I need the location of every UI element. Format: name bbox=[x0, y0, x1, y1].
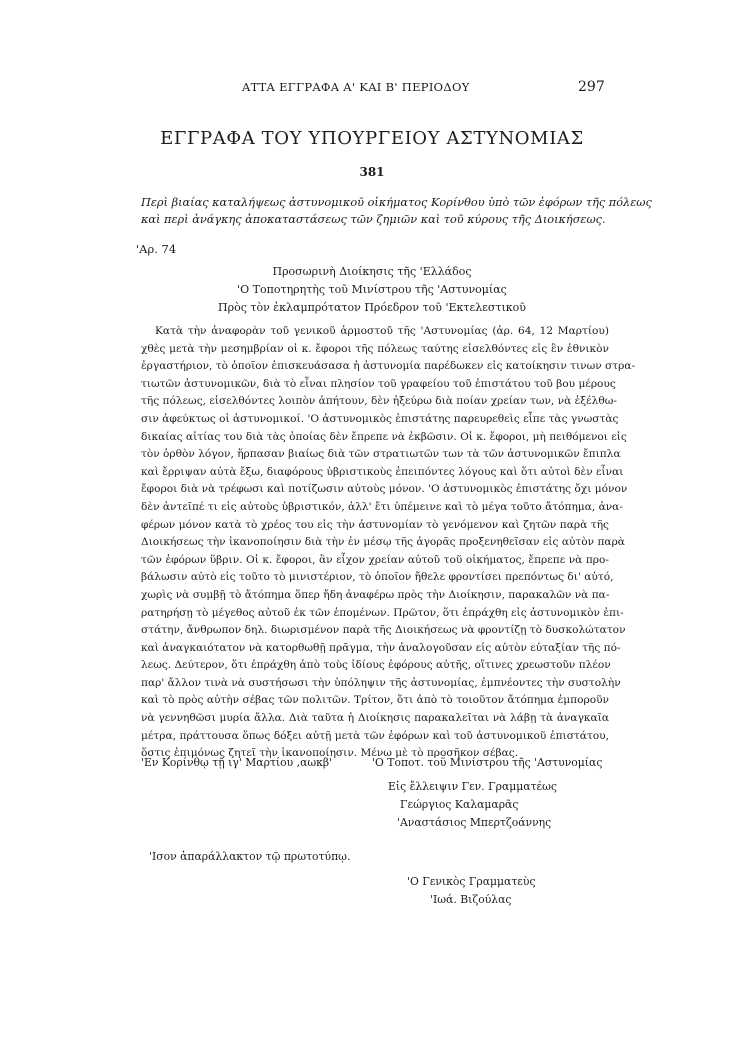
signatory-name: 'Αναστάσιος Μπερτζοάννης bbox=[397, 816, 552, 829]
body-line: καὶ ἔρριψαν αὐτὰ ἔξω, διαφόρους ὑβριστικοὺς ἐπειπόντες λόγους καὶ ὅτι αὐτοὶ δὲν εἶναι bbox=[141, 465, 624, 478]
deputy-secretary-note: Εἰς ἔλλειψιν Γεν. Γραμματέως bbox=[388, 780, 557, 793]
body-line: στάτην, ἄνθρωπον δηλ. διωρισμένον παρὰ τῆς Διοικήσεως νὰ φροντίζῃ τὸ δυσκολώτατον bbox=[141, 624, 626, 637]
body-line: νὰ γεννηθῶσι μυρία ἄλλα. Διὰ ταῦτα ἡ Διοίκησις παρακαλεῖται νὰ λάβῃ τὰ ἀναγκαῖα bbox=[141, 712, 609, 725]
sender-title: 'Ο Τοποτηρητὴς τοῦ Μινίστρου τῆς 'Αστυνομίας bbox=[237, 283, 507, 296]
body-line: δὲν ἀντεῖπέ τι εἰς αὐτοὺς ὑβριστικόν, ἀλλ' ἔτι ὑπέμεινε καὶ τὸ μέγα τοῦτο ἄτόπημα, ἀνα- bbox=[141, 500, 623, 513]
body-line: τῶν ἐφόρων ὕβριν. Οἱ κ. ἔφοροι, ἂν εἶχον χρείαν αὐτοῦ τοῦ οἰκήματος, ἔπρεπε νὰ προ- bbox=[141, 553, 609, 566]
sender-authority: Προσωρινὴ Διοίκησις τῆς 'Ελλάδος bbox=[272, 265, 472, 278]
running-title: ΑΤΤΑ ΕΓΓΡΑΦΑ Α' ΚΑΙ Β' ΠΕΡΙΟΔΟΥ bbox=[242, 80, 470, 94]
body-line: χωρὶς νὰ συμβῇ τὸ ἄτόπημα ὅπερ ἤδη ἀναφέρω πρὸς τὴν Διοίκησιν, παρακαλῶν νὰ πα- bbox=[141, 588, 610, 601]
body-line: τιωτῶν ἀστυνομικῶν, διὰ τὸ εἶναι πλησίον τοῦ γραφείου τοῦ ἐπιστάτου τοῦ βου μέρους bbox=[141, 377, 616, 390]
section-title: ΕΓΓΡΑΦΑ ΤΟΥ ΥΠΟΥΡΓΕΙΟΥ ΑΣΤΥΝΟΜΙΑΣ bbox=[160, 128, 584, 149]
body-line: Κατὰ τὴν ἀναφορὰν τοῦ γενικοῦ ἁρμοστοῦ τῆς 'Αστυνομίας (ἀρ. 64, 12 Μαρτίου) bbox=[155, 325, 609, 337]
recipient-line: Πρὸς τὸν ἐκλαμπρότατον Πρόεδρον τοῦ 'Εκτελεστικοῦ bbox=[218, 301, 526, 314]
date-place: 'Εν Κορίνθῳ τῇ ιγ' Μαρτίου ,αωκβ' bbox=[141, 756, 333, 769]
body-line: ὅστις ἐπιμόνως ζητεῖ τὴν ἱκανοποίησιν. Μένω μὲ τὸ προσῆκον σέβας. bbox=[141, 747, 519, 760]
body-line: ἔφοροι διὰ νὰ τρέφωσι καὶ ποτίζωσιν αὐτοὺς μόνον. 'Ο ἀστυνομικὸς ἐπιστάτης ὄχι μόνον bbox=[141, 483, 628, 496]
signatory-title: 'Ο Τοποτ. τοῦ Μινίστρου τῆς 'Αστυνομίας bbox=[372, 756, 603, 769]
subject-line: καὶ περὶ ἀνάγκης ἀποκαταστάσεως τῶν ζημιῶν καὶ τοῦ κύρους τῆς Διοικήσεως. bbox=[141, 213, 606, 226]
general-secretary-title: 'Ο Γενικὸς Γραμματεὺς bbox=[407, 875, 536, 888]
body-line: χθὲς μετὰ τὴν μεσημβρίαν οἱ κ. ἔφοροι τῆς πόλεως ταύτης εἰσελθόντες εἰς ἓν ἐθνικὸν bbox=[141, 342, 609, 355]
reference-number: 'Αρ. 74 bbox=[136, 242, 177, 256]
body-line: σιν ἀφεύκτως οἱ ἀστυνομικοί. 'Ο ἀστυνομικὸς ἐπιστάτης παρευρεθεὶς εἶπε τὰς γνωστὰς bbox=[141, 412, 619, 425]
body-line: Διοικήσεως τὴν ἱκανοποίησιν διὰ τὴν ἐν μέσῳ τῆς ἀγορᾶς προξενηθεῖσαν εἰς αὐτὸν παρὰ bbox=[141, 536, 625, 549]
body-line: ρατηρήσῃ τὸ μέγεθος αὐτοῦ ἐκ τῶν ἑπομένων. Πρῶτον, ὅτι ἐπράχθη εἰς ἀστυνομικὸν ἐπι- bbox=[141, 606, 624, 619]
copy-certification: 'Ισον ἀπαράλλακτον τῷ πρωτοτύπῳ. bbox=[149, 850, 351, 863]
body-line: λεως. Δεύτερον, ὅτι ἐπράχθη ἀπὸ τοὺς ἰδίους ἐφόρους αὐτῆς, οἵτινες χρεωστοῦν πλέον bbox=[141, 659, 611, 672]
body-line: μέτρα, πράττουσα ὅπως δόξει αὐτῇ μετὰ τῶν ἐφόρων καὶ τοῦ ἀστυνομικοῦ ἐπιστάτου, bbox=[141, 729, 609, 742]
document-subject bbox=[141, 194, 652, 228]
body-line: ἐργαστήριον, τὸ ὁποῖον ἐπισκευάσασα ἡ ἀστυνομία παρέδωκεν εἰς κατοίκησιν τινων στρα- bbox=[141, 360, 636, 373]
body-line: βάλωσιν αὐτὸ εἰς τοῦτο τὸ μινιστέριον, τὸ ὁποῖον ἤθελε φροντίσει πρεπόντως δι' αὐτό, bbox=[141, 571, 614, 584]
body-line: τῆς πόλεως, εἰσελθόντες λοιπὸν ἀπήτουν, δὲν ἠξεύρω διὰ ποίαν χρείαν των, νὰ ἐξέλθω- bbox=[141, 395, 617, 408]
document-number: 381 bbox=[359, 165, 385, 179]
body-line: καὶ τὸ πρὸς αὐτὴν σέβας τῶν πολιτῶν. Τρίτον, ὅτι ἀπὸ τὸ τοιοῦτον ἄτόπημα ἐμποροῦν bbox=[141, 694, 609, 707]
signatory-name: 'Ιωά. Βιζούλας bbox=[430, 893, 512, 906]
signatory-name: Γεώργιος Καλαμαρᾶς bbox=[400, 798, 519, 811]
subject-line: Περὶ βιαίας καταλήψεως ἀστυνομικοῦ οἰκήματος Κορίνθου ὑπὸ τῶν ἐφόρων τῆς πόλεως bbox=[141, 196, 652, 209]
body-line: καὶ ἀναγκαιότατον νὰ κατορθωθῇ πρᾶγμα, τὴν ἀναλογοῦσαν εἰς αὐτὸν εὐταξίαν τῆς πό- bbox=[141, 641, 621, 654]
body-line: τὸν ὀρθὸν λόγον, ἥρπασαν βιαίως διὰ τῶν στρατιωτῶν των τὰ τῶν ἀστυνομικῶν ἔπιπλα bbox=[141, 448, 621, 461]
body-line: παρ' ἄλλον τινὰ νὰ συστήσωσι τὴν ὑπόληψιν τῆς ἀστυνομίας, ἐμπνέοντες τὴν συστολὴν bbox=[141, 676, 621, 689]
page-number: 297 bbox=[578, 79, 605, 95]
letter-body bbox=[141, 323, 636, 763]
body-line: φέρων μόνον κατὰ τὸ χρέος του εἰς τὴν ἀστυνομίαν τὸ γενόμενον καὶ ζητῶν παρὰ τῆς bbox=[141, 518, 609, 531]
body-line: δικαίας αἰτίας του διὰ τὰς ὁποίας δὲν ἔπρεπε νὰ ἐκβῶσιν. Οἱ κ. ἔφοροι, μὴ πειθόμενοι εἰς bbox=[141, 430, 627, 443]
